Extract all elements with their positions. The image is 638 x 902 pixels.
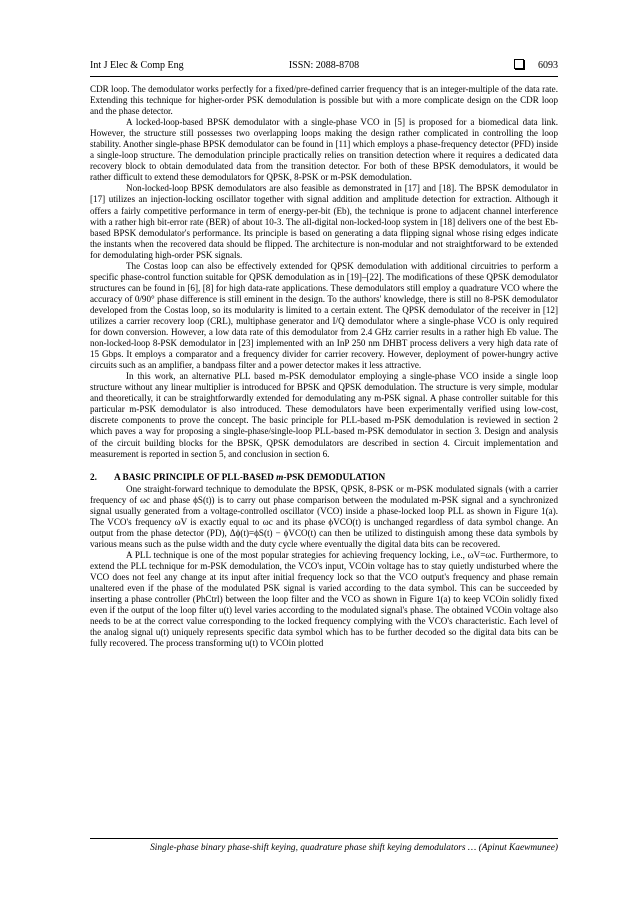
footer-rule (90, 838, 558, 839)
body-text (90, 84, 558, 649)
paragraph-2: A locked-loop-based BPSK demodulator with a single-phase VCO in [5] is proposed for a biomedical data link. However, the structure still possesses two overlapping loops making the design rather complicated in controlling the loop stability. Another single-phase BPSK demodulator can be found in [11] which employs a phase-frequency detector (PFD) inside a single-loop structure. The demodulation principle practically relies on transition detection where it requires a dedicated data recovery block to obtain demodulated data from the transition detector. For both of these BPSK demodulators, it would be rather difficult to extend these demodulators for QPSK, 8-PSK or m-PSK demodulation. (90, 117, 558, 183)
section-title-m: m (276, 472, 284, 483)
paragraph-4: The Costas loop can also be effectively extended for QPSK demodulation with additional circuitries to perform a specific phase-control function suitable for QPSK demodulation as in [19]–[22]. The modifications of these QPSK demodulator structures can be found in [6], [8] for high data-rate applications. These demodulators still employ a quadrature VCO where the accuracy of 0/90° phase difference is still eminent in the design. To the authors' knowledge, there is still no 8-PSK demodulator developed from the Costas loop, so its modularity is limited to a certain extent. The QPSK demodulator of the receiver in [12] utilizes a carrier recovery loop (CRL), multiphase generator and I/Q demodulator where a single-phase VCO is only required for down conversion. However, a low data rate of this demodulator from 2.4 GHz carrier results in a rather high Eb value. The non-locked-loop 8-PSK demodulator in [23] implemented with an InP 250 nm DHBT process delivers a very high data rate of 15 Gbps. It employs a comparator and a frequency divider for carrier recovery. However, deployment of power-hungry active circuits such as an amplifier, a bandpass filter and a power detector makes it less attractive. (90, 260, 558, 371)
running-title: Single-phase binary phase-shift keying, quadrature phase shift keying demodulators … (Apinut Kaewmunee) (150, 843, 558, 853)
paragraph-3: Non-locked-loop BPSK demodulators are also feasible as demonstrated in [17] and [18]. The BPSK demodulator in [17] utilizes an injection-locking oscillator together with signal addition and amplitude detection for extraction. Although it offers a fairly competitive performance in term of energy-per-bit (Eb), the technique is prone to adjacent channel interference with a rather high bit-error rate (BER) of about 10-3. The all-digital non-locked-loop system in [18] delivers one of the best Eb-based BPSK demodulator's performance. Its principle is based on generating a data flipping signal whose rising edges indicate the instants when the recovered data should be flipped. The architecture is non-modular and not straightforward to be extended for demodulating high-order PSK signals. (90, 183, 558, 260)
paragraph-1: CDR loop. The demodulator works perfectly for a fixed/pre-defined carrier frequency that is an integer-multiple of the data rate. Extending this technique for higher-order PSK demodulation is possible but with a more complicate design on the CDR loop and the phase detector. (90, 84, 558, 117)
section-title-a: A BASIC PRINCIPLE OF PLL-BASED (114, 472, 277, 483)
checkbox-square-icon (514, 59, 524, 69)
page-header (90, 58, 558, 74)
page-number: 6093 (538, 60, 558, 71)
page-number-group (514, 58, 558, 74)
section-number: 2. (90, 472, 97, 483)
paragraph-5: In this work, an alternative PLL based m-PSK demodulator employing a single-phase VCO inside a single loop structure without any linear multiplier is introduced for BPSK and QPSK demodulation. The structure is very simple, modular and theoretically, it can be straightforwardly extended for demodulating any m-PSK signal. A phase controller suitable for this particular m-PSK demodulator is also introduced. These demodulators have been experimentally verified using low-cost, discrete components to prove the concept. The basic principle for PLL-based m-PSK demodulation is reviewed in section 2 which paves a way for proposing a single-phase/single-loop PLL-based m-PSK demodulator in section 3. Design and analysis of the circuit building blocks for the BPSK, QPSK demodulators are described in section 4. Circuit implementation and measurement is reported in section 5, and conclusion in section 6. (90, 371, 558, 459)
paragraph-7: A PLL technique is one of the most popular strategies for achieving frequency locking, i.e., ωV=ωc. Furthermore, to extend the PLL technique for m-PSK demodulation, the VCO's input, VCOin voltage has to stay quietly undisturbed where the VCO does not feel any change at its input after initial frequency lock so that the VCO output's frequency and phase remain unaltered even if the phase of the modulated PSK signal is varied according to the data symbol. This can be succeeded by inserting a phase controller (PhCtrl) between the loop filter and the VCO as shown in Figure 1(a) to keep VCOin solidly fixed even if the output of the loop filter u(t) level varies according to the modulated signal's phase. The obtained VCOin voltage also needs to be at the correct value corresponding to the locked frequency complying with the VCO's characteristic. Each level of the analog signal u(t) uniquely represents specific data symbol which has to be further decoded so the digital data bits can be fully recovered. The process transforming u(t) to VCOin plotted (90, 549, 558, 649)
journal-name: Int J Elec & Comp Eng (90, 60, 184, 71)
paragraph-6: One straight-forward technique to demodulate the BPSK, QPSK, 8-PSK or m-PSK modulated signals (with a carrier frequency of ωc and phase ϕS(t)) is to carry out phase comparison between the modulated m-PSK signal and a synchronized signal usually generated from a voltage-controlled oscillator (VCO) inside a phase-locked loop PLL as shown in Figure 1(a). The VCO's frequency ωV is exactly equal to ωc and its phase ϕVCO(t) is unchanged regardless of data symbol change. An output from the phase detector (PD), Δϕ(t)=ϕS(t) − ϕVCO(t) can then be utilized to distinguish among these data symbols by various means such as the pulse width and the duty cycle where eventually the digital data bits can be recovered. (90, 483, 558, 549)
section-2-heading (90, 472, 558, 484)
header-rule (90, 76, 558, 77)
section-title-b: -PSK DEMODULATION (283, 472, 386, 483)
issn: ISSN: 2088-8708 (288, 60, 360, 71)
